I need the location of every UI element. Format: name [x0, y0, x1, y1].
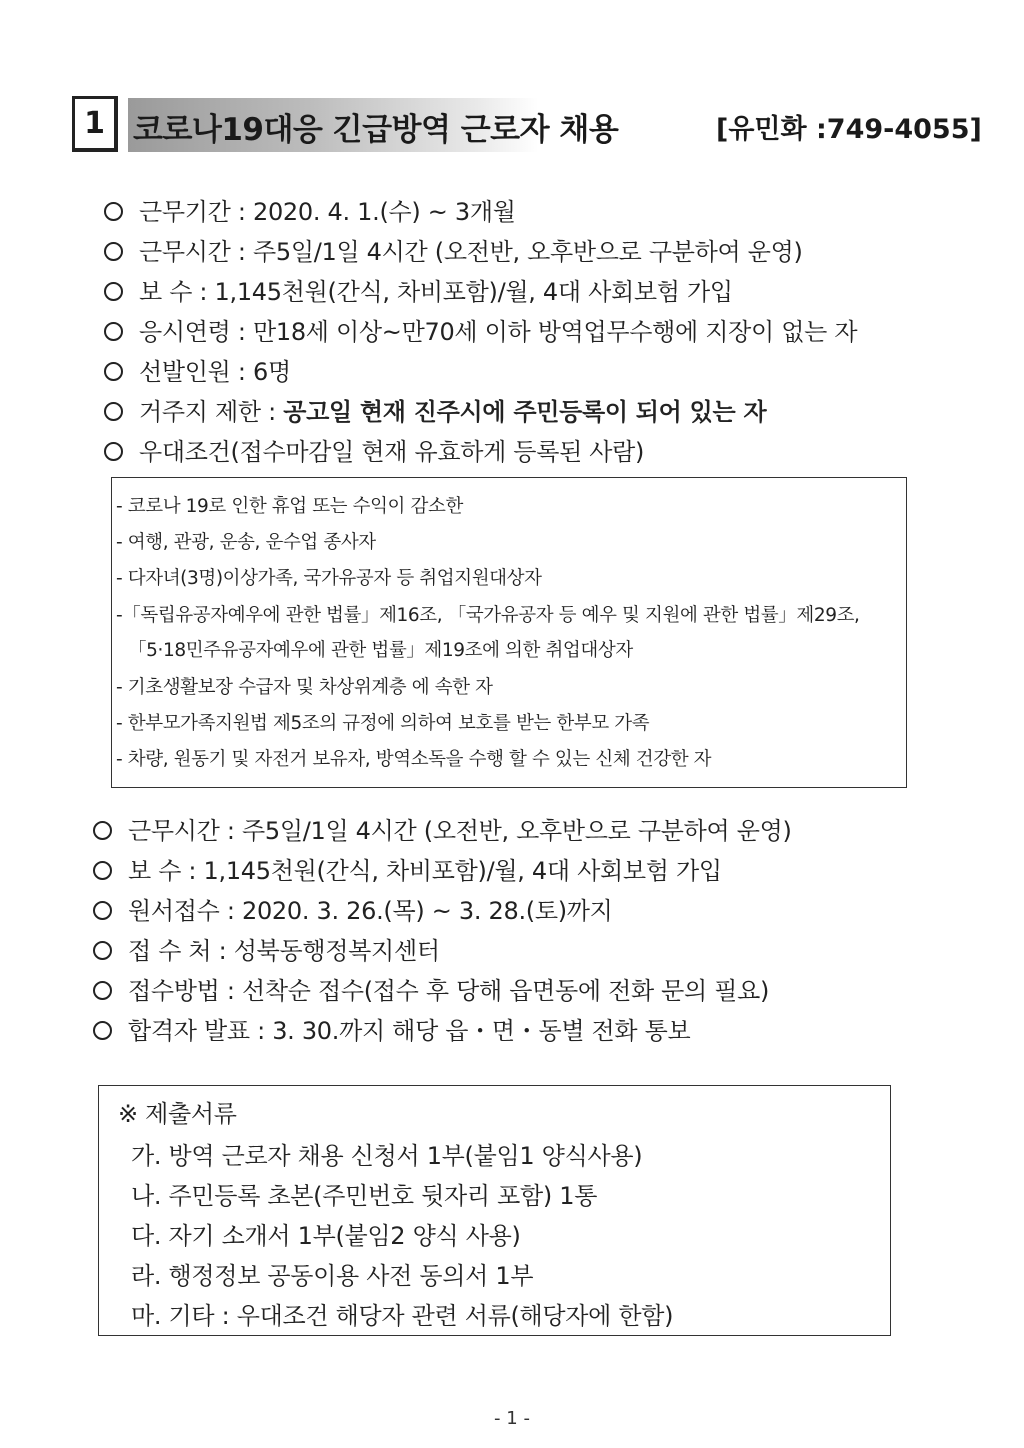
- preference-item: - 한부모가족지원법 제5조의 규정에 의하여 보호를 받는 한부모 가족: [116, 713, 650, 734]
- bullet-pay-2: 보 수 : 1,145천원(간식, 차비포함)/월, 4대 사회보험 가입: [93, 851, 722, 886]
- document-item: 마. 기타 : 우대조건 해당자 관련 서류(해당자에 한함): [131, 1302, 674, 1330]
- circle-bullet-icon: [104, 202, 123, 221]
- circle-bullet-icon: [93, 821, 112, 840]
- preference-item: - 차량, 원동기 및 자전거 보유자, 방역소독을 수행 할 수 있는 신체 건강한 자: [116, 749, 712, 770]
- bullet-headcount: 선발인원 : 6명: [104, 352, 291, 387]
- bullet-preference: 우대조건(접수마감일 현재 유효하게 등록된 사람): [104, 432, 644, 467]
- documents-heading: ※ 제출서류: [118, 1100, 237, 1128]
- preference-item: 「5·18민주유공자예우에 관한 법률」제19조에 의한 취업대상자: [128, 640, 633, 661]
- section-number: 1: [84, 106, 105, 141]
- circle-bullet-icon: [104, 322, 123, 341]
- page-title: 코로나19대응 긴급방역 근로자 채용: [133, 112, 619, 148]
- bullet-application-place: 접 수 처 : 성북동행정복지센터: [93, 931, 440, 966]
- preference-item: - 코로나 19로 인한 휴업 또는 수익이 감소한: [116, 496, 463, 517]
- preference-item: -「독립유공자예우에 관한 법률」제16조, 「국가유공자 등 예우 및 지원에 관한 법률」제29조,: [116, 605, 860, 626]
- page-number: - 1 -: [494, 1408, 530, 1429]
- circle-bullet-icon: [104, 282, 123, 301]
- preference-box: [111, 477, 907, 788]
- circle-bullet-icon: [93, 901, 112, 920]
- circle-bullet-icon: [104, 402, 123, 421]
- bullet-residence: 거주지 제한 : 공고일 현재 진주시에 주민등록이 되어 있는 자: [104, 392, 766, 427]
- circle-bullet-icon: [104, 362, 123, 381]
- document-item: 가. 방역 근로자 채용 신청서 1부(붙임1 양식사용): [131, 1142, 643, 1170]
- circle-bullet-icon: [93, 1021, 112, 1040]
- bullet-application-period: 원서접수 : 2020. 3. 26.(목) ~ 3. 28.(토)까지: [93, 891, 613, 926]
- document-item: 라. 행정정보 공동이용 사전 동의서 1부: [131, 1262, 534, 1290]
- bullet-application-method: 접수방법 : 선착순 접수(접수 후 당해 읍면동에 전화 문의 필요): [93, 971, 769, 1006]
- bullet-work-hours: 근무시간 : 주5일/1일 4시간 (오전반, 오후반으로 구분하여 운영): [104, 232, 803, 267]
- document-item: 다. 자기 소개서 1부(붙임2 양식 사용): [131, 1222, 521, 1250]
- bullet-work-hours-2: 근무시간 : 주5일/1일 4시간 (오전반, 오후반으로 구분하여 운영): [93, 811, 792, 846]
- circle-bullet-icon: [93, 981, 112, 1000]
- document-item: 나. 주민등록 초본(주민번호 뒷자리 포함) 1통: [131, 1182, 598, 1210]
- circle-bullet-icon: [93, 941, 112, 960]
- circle-bullet-icon: [104, 442, 123, 461]
- bullet-age: 응시연령 : 만18세 이상~만70세 이하 방역업무수행에 지장이 없는 자: [104, 312, 857, 347]
- circle-bullet-icon: [93, 861, 112, 880]
- residence-requirement: 공고일 현재 진주시에 주민등록이 되어 있는 자: [283, 398, 767, 426]
- bullet-work-period: 근무기간 : 2020. 4. 1.(수) ~ 3개월: [104, 192, 516, 227]
- preference-item: - 여행, 관광, 운송, 운수업 종사자: [116, 532, 376, 553]
- contact-info: [유민화 :749-4055]: [716, 114, 982, 145]
- circle-bullet-icon: [104, 242, 123, 261]
- bullet-announcement: 합격자 발표 : 3. 30.까지 해당 읍・면・동별 전화 통보: [93, 1011, 690, 1046]
- section-number-box: [72, 96, 118, 152]
- bullet-pay: 보 수 : 1,145천원(간식, 차비포함)/월, 4대 사회보험 가입: [104, 272, 733, 307]
- preference-item: - 다자녀(3명)이상가족, 국가유공자 등 취업지원대상자: [116, 568, 542, 589]
- preference-item: - 기초생활보장 수급자 및 차상위계층 에 속한 자: [116, 677, 493, 698]
